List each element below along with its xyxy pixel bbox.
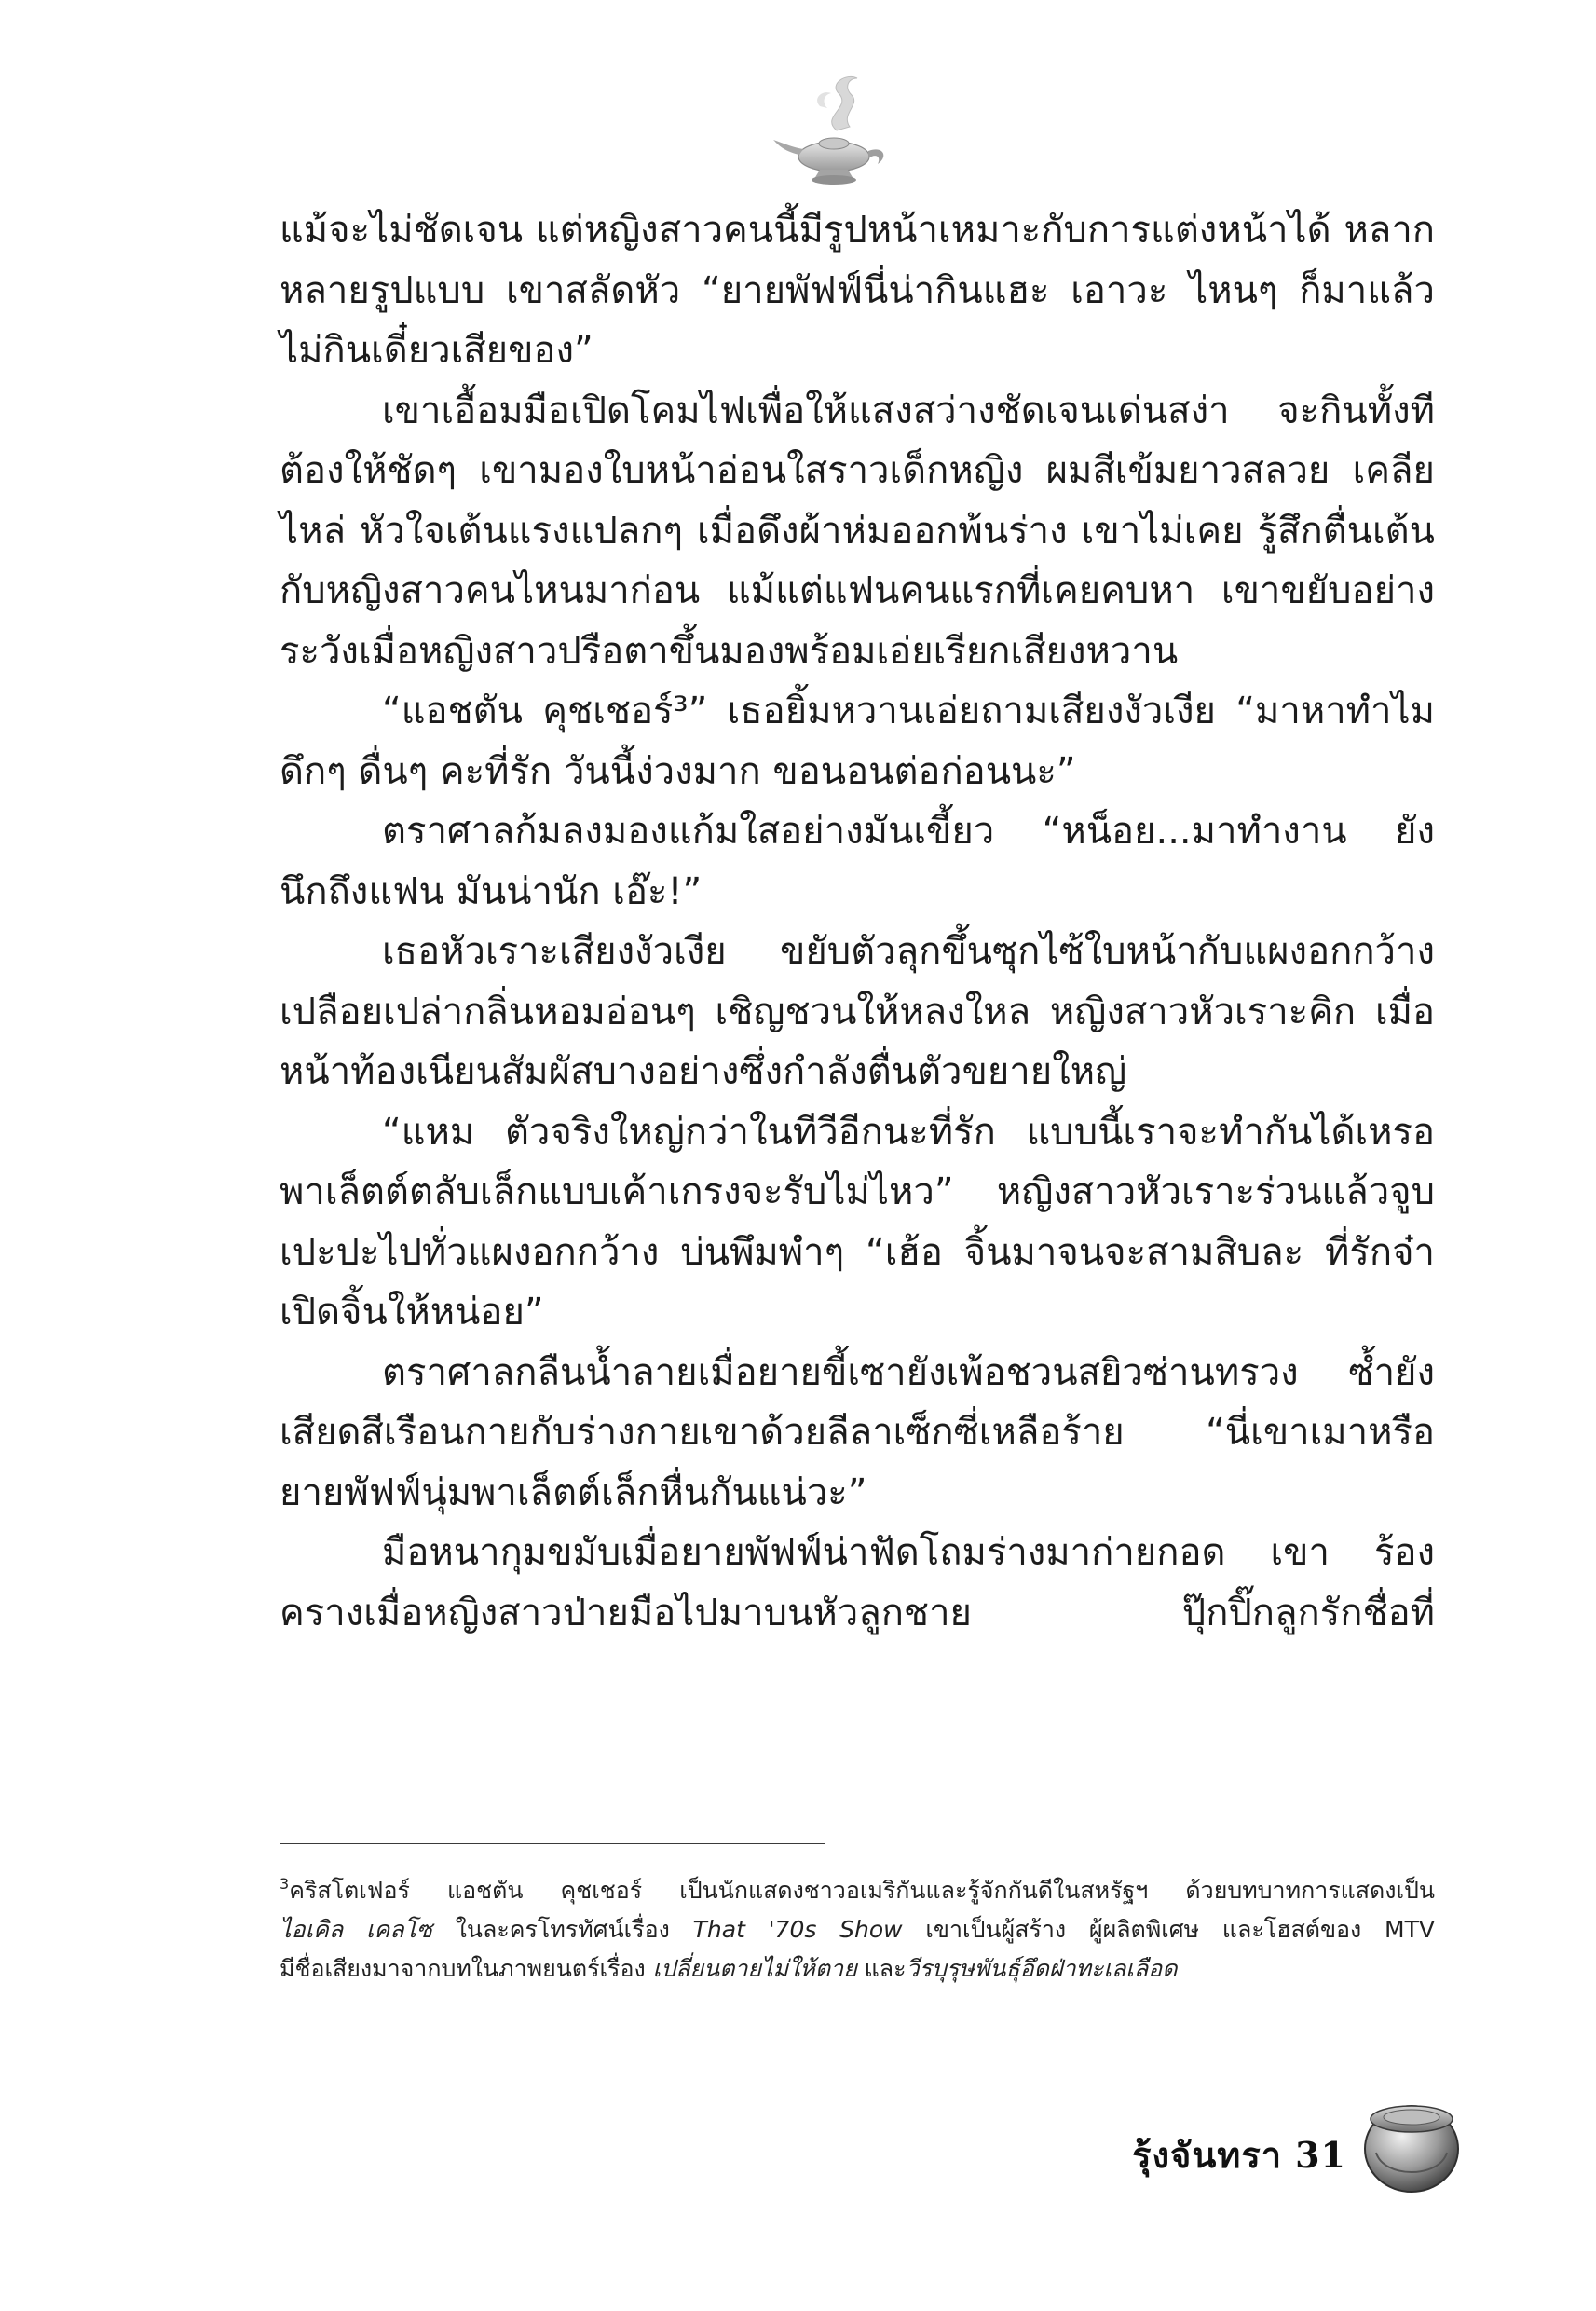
paragraph: “แอชตัน คุชเชอร์³” เธอยิ้มหวานเอ่ยถามเสียงงัวเงีย “มาหาทำไม ดึกๆ ดื่นๆ คะที่รัก วันนี้ง่วงมาก ขอนอนต่อก่อนนะ” xyxy=(280,690,1435,793)
footnote-line: $^3$คริสโตเฟอร์ แอชตัน คุชเชอร์ เป็นนักแสดงชาวอเมริกันและรู้จักกันดีในสหรัฐฯ ด้วยบทบาทการแสดงเป็น xyxy=(280,1875,1435,1904)
book-title: รุ้งจันทรา xyxy=(1132,2134,1283,2176)
footnote-divider xyxy=(280,1843,825,1844)
magic-lamp-icon xyxy=(764,65,904,205)
paragraph: “แหม ตัวจริงใหญ่กว่าในทีวีอีกนะที่รัก แบบนี้เราจะทำกันได้เหรอ พาเล็ตต์ตลับเล็กแบบเค้าเกรงจะรับไม่ไหว” หญิงสาวหัวเราะร่วนแล้วจูบ เปะปะไปทั่วแผงอกกว้าง บ่นพึมพำๆ “เฮ้อ จิ้นมาจนจะสามสิบละ ที่รักจ๋า เปิดจิ้นให้หน่อย” xyxy=(280,1110,1435,1333)
footnote-line: ไอเคิล เคลโซ ในละครโทรทัศน์เรื่อง That '70s Show เขาเป็นผู้สร้าง ผู้ผลิตพิเศษ และโฮสต์ของ MTV xyxy=(280,1916,1435,1943)
running-footer xyxy=(1132,2126,1346,2183)
footnote-line: มีชื่อเสียงมาจากบทในภาพยนตร์เรื่อง เปลี่ยนตายไม่ให้ตาย และวีรบุรุษพันธุ์อึดฝ่าทะเลเลือด xyxy=(280,1955,1178,1982)
round-pot-icon xyxy=(1356,2087,1467,2199)
body-text xyxy=(280,200,1435,1643)
paragraph: แม้จะไม่ชัดเจน แต่หญิงสาวคนนี้มีรูปหน้าเหมาะกับการแต่งหน้าได้ หลากหลายรูปแบบ เขาสลัดหัว “ยายพัฟฟ์นี่น่ากินแฮะ เอาวะ ไหนๆ ก็มาแล้ว ไม่กินเดี๋ยวเสียของ” xyxy=(280,209,1435,372)
footnote xyxy=(280,1871,1435,1989)
paragraph: ตราศาลกลืนน้ำลายเมื่อยายขี้เซายังเพ้อชวนสยิวซ่านทรวง ซ้ำยัง เสียดสีเรือนกายกับร่างกายเขาด้วยลีลาเซ็กซี่เหลือร้าย “นี่เขาเมาหรือ ยายพัฟฟ์นุ่มพาเล็ตต์เล็กหื่นกันแน่วะ” xyxy=(280,1350,1435,1514)
paragraph: ตราศาลก้มลงมองแก้มใสอย่างมันเขี้ยว “หน็อย...มาทำงาน ยังนึกถึงแฟน มันน่านัก เอ๊ะ!” xyxy=(280,810,1435,913)
page-number: 31 xyxy=(1295,2134,1346,2176)
paragraph: มือหนากุมขมับเมื่อยายพัฟฟ์น่าฟัดโถมร่างมาก่ายกอด เขา ร้องครางเมื่อหญิงสาวป่ายมือไปมาบนหัวลูกชาย ปุ๊กปิ๊กลูกรักชื่อที่ xyxy=(280,1531,1435,1634)
paragraph: เขาเอื้อมมือเปิดโคมไฟเพื่อให้แสงสว่างชัดเจนเด่นสง่า จะกินทั้งที ต้องให้ชัดๆ เขามองใบหน้าอ่อนใสราวเด็กหญิง ผมสีเข้มยาวสลวย เคลียไหล่ หัวใจเต้นแรงแปลกๆ เมื่อดึงผ้าห่มออกพ้นร่าง เขาไม่เคย รู้สึกตื่นเต้นกับหญิงสาวคนไหนมาก่อน แม้แต่แฟนคนแรกที่เคยคบหา เขาขยับอย่างระวังเมื่อหญิงสาวปรือตาขึ้นมองพร้อมเอ่ยเรียกเสียงหวาน xyxy=(280,389,1435,673)
footnote-marker: 3 xyxy=(280,1875,290,1893)
paragraph: เธอหัวเราะเสียงงัวเงีย ขยับตัวลุกขึ้นซุกไซ้ใบหน้ากับแผงอกกว้าง เปลือยเปล่ากลิ่นหอมอ่อนๆ เชิญชวนให้หลงใหล หญิงสาวหัวเราะคิก เมื่อหน้าท้องเนียนสัมผัสบางอย่างซึ่งกำลังตื่นตัวขยายใหญ่ xyxy=(280,930,1435,1093)
